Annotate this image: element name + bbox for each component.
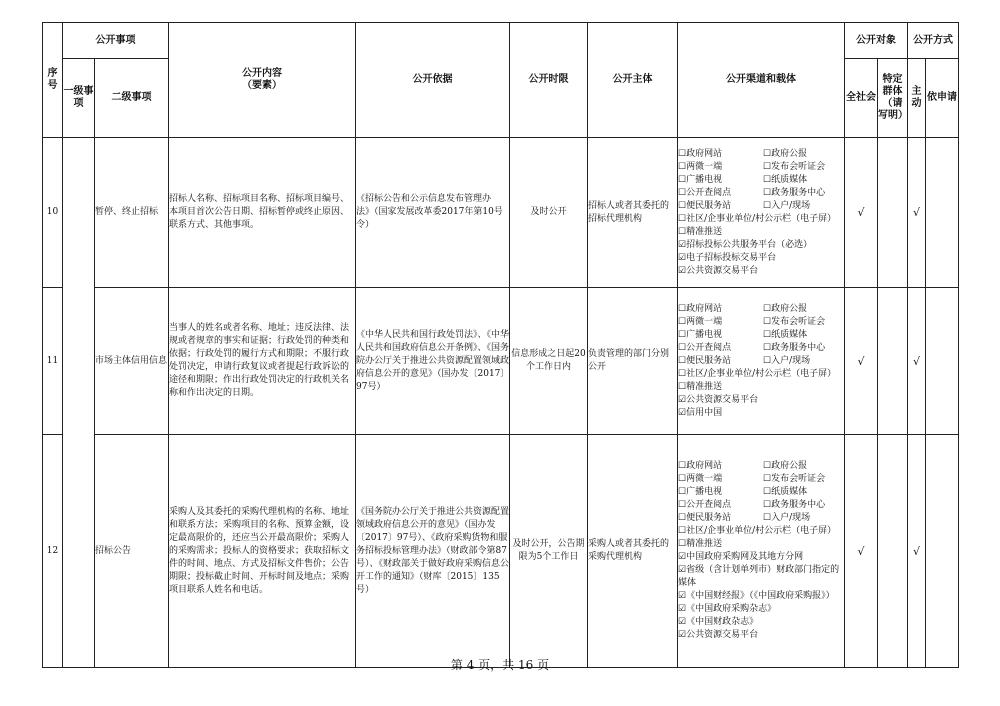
row-on-request	[926, 288, 959, 435]
table-row	[43, 288, 959, 435]
row-time	[510, 138, 588, 288]
channel-option: ☐政府网站	[678, 303, 723, 314]
header-content-title: 公开内容	[242, 68, 282, 79]
row-all-society-text: √	[857, 206, 865, 219]
header-seq: 序号	[43, 23, 63, 138]
row-seq-text: 10	[46, 207, 59, 217]
header-audience: 公开对象	[845, 23, 908, 59]
channel-pair	[678, 174, 844, 187]
row-subject-text: 负责管理的部门分别公开	[588, 349, 670, 372]
channel-option: ☐两微一端	[678, 161, 723, 172]
row-active	[908, 288, 926, 435]
channel-option: ☑公共资源交易平台	[678, 394, 759, 405]
channel-option: ☐政府网站	[678, 461, 723, 471]
header-specific-group: 特定群体（请写明）	[878, 59, 908, 138]
channel-pair	[678, 342, 844, 355]
row-active	[908, 435, 926, 668]
channel-option: ☐发布会听证会	[763, 316, 826, 327]
header-level2: 二级事项	[95, 59, 169, 138]
channel-pair	[678, 316, 844, 329]
page-number: 第 4 页，共 16 页	[450, 658, 550, 672]
row-seq	[43, 288, 63, 435]
channel-option: ☑《中国财政杂志》	[678, 617, 759, 627]
row-time	[510, 288, 588, 435]
row-subject	[588, 435, 678, 668]
header-content-subtitle: （要素）	[242, 80, 282, 91]
channel-pair	[678, 200, 844, 213]
row-content-text: 当事人的姓名或者名称、地址；违反法律、法规或者规章的事实和证据；行政处罚的种类和依据；行政处罚的履行方式和期限；不服行政处罚决定，申请行政复议或者提起行政诉讼的途径和期限；作出行政处罚决定的行政机关名称和作出决定的日期。	[169, 323, 350, 398]
channel-option: ☑公共资源交易平台	[678, 265, 759, 276]
channel-option: ☐便民服务站	[678, 513, 732, 523]
row-on-request	[926, 138, 959, 288]
disclosure-table	[42, 22, 959, 668]
channel-option: ☐广播电视	[678, 174, 723, 185]
channel-option: ☑电子招标投标交易平台	[678, 252, 777, 263]
channel-option: ☑信用中国	[678, 407, 723, 418]
row-seq-text: 12	[46, 545, 59, 556]
channel-option: ☐入户/现场	[763, 513, 811, 523]
channel-pair	[678, 329, 844, 342]
channel-option: ☐精准推送	[678, 381, 723, 392]
header-content	[169, 23, 356, 138]
channel-pair	[678, 303, 844, 316]
channel-pair	[678, 355, 844, 368]
channel-option: ☐广播电视	[678, 487, 723, 497]
row-subject	[588, 288, 678, 435]
row-content-text: 招标人名称、招标项目名称、招标项目编号、本项目首次公告日期、招标暂停或终止原因、联系方式、其他事项。	[169, 194, 350, 230]
header-all-society: 全社会	[845, 59, 878, 138]
row-active-text: √	[912, 206, 920, 219]
channel-pair	[678, 148, 844, 161]
row-level2	[95, 435, 169, 668]
row-level2	[95, 138, 169, 288]
row-channels	[678, 138, 845, 288]
channel-option: ☐社区/企事业单位/村公示栏（电子屏）	[678, 526, 837, 536]
channel-option: ☐广播电视	[678, 329, 723, 340]
row-channels	[678, 435, 845, 668]
header-on-request: 依申请	[926, 59, 959, 138]
row-specific-group	[878, 138, 908, 288]
channel-option: ☐政务服务中心	[763, 500, 826, 510]
channel-option: ☐政务服务中心	[763, 187, 826, 198]
row-channels	[678, 288, 845, 435]
row-basis	[356, 288, 510, 435]
header-method: 公开方式	[908, 23, 959, 59]
channel-option: ☐发布会听证会	[763, 474, 826, 484]
row-time-text: 信息形成之日起20个工作日内	[511, 349, 586, 372]
channel-option: ☐发布会听证会	[763, 161, 826, 172]
row-time-text: 及时公开，公告期限为5个工作日	[512, 539, 585, 562]
channel-option: ☐两微一端	[678, 474, 723, 484]
row-content	[169, 288, 356, 435]
header-matter: 公开事项	[63, 23, 169, 59]
row-all-society	[845, 435, 878, 668]
channel-pair	[678, 460, 844, 473]
row-active-text: √	[912, 544, 920, 558]
channel-option: ☑《中国财经报》（《中国政府采购报》）	[678, 591, 835, 601]
row-specific-group	[878, 288, 908, 435]
table-row	[43, 435, 959, 668]
row-content	[169, 435, 356, 668]
row-level2	[95, 288, 169, 435]
row-subject	[588, 138, 678, 288]
row-time	[510, 435, 588, 668]
row-basis-text: 《国务院办公厅关于推进公共资源配置领域政府信息公开的意见》（国办发〔2017〕97号）、《政府采购货物和服务招标投标管理办法》（财政部令第87号）、《财政部关于做好政府采购信息公开工作的通知》（财库〔2015〕135号）	[356, 506, 510, 595]
channel-pair	[678, 499, 844, 512]
channel-pair	[678, 473, 844, 486]
table-row	[43, 138, 959, 288]
row-active-text: √	[912, 354, 920, 368]
channel-option: ☐公开查阅点	[678, 342, 732, 353]
channel-option: ☐纸质媒体	[763, 487, 808, 497]
row-level2-text: 市场主体信用信息	[95, 355, 168, 366]
channel-option: ☐入户/现场	[763, 200, 811, 211]
channel-option: ☑招标投标公共服务平台（必选）	[678, 239, 813, 250]
row-all-society-text: √	[857, 544, 865, 558]
channel-option: ☐政府网站	[678, 148, 723, 159]
header-channels: 公开渠道和载体	[678, 23, 845, 138]
channel-option: ☑《中国政府采购杂志》	[678, 604, 777, 614]
channel-pair	[678, 187, 844, 200]
channel-option: ☐社区/企事业单位/村公示栏（电子屏）	[678, 213, 837, 224]
row-seq-text: 11	[46, 355, 59, 366]
row-on-request	[926, 435, 959, 668]
channel-option: ☐便民服务站	[678, 355, 732, 366]
row-all-society	[845, 138, 878, 288]
row-subject-text: 招标人或者其委托的招标代理机构	[588, 200, 670, 224]
row-level2-text: 暂停、终止招标	[95, 207, 159, 217]
channel-option: ☑省级（含计划单列市）财政部门指定的媒体	[678, 565, 840, 588]
channel-option: ☐便民服务站	[678, 200, 732, 211]
row-time-text: 及时公开	[530, 207, 567, 217]
channel-option: ☐两微一端	[678, 316, 723, 327]
header-basis: 公开依据	[356, 23, 510, 138]
header-subject: 公开主体	[588, 23, 678, 138]
row-content	[169, 138, 356, 288]
row-seq	[43, 138, 63, 288]
channel-option: ☐精准推送	[678, 226, 723, 237]
channel-option: ☑中国政府采购网及其地方分网	[678, 552, 804, 562]
row-subject-text: 采购人或者其委托的采购代理机构	[588, 539, 670, 562]
row-level1	[63, 138, 95, 668]
row-active	[908, 138, 926, 288]
channel-option: ☐政府公报	[763, 461, 808, 471]
row-basis-text: 《中华人民共和国行政处罚法》、《中华人民共和国政府信息公开条例》、《国务院办公厅关于推进公共资源配置领域政府信息公开的意见》（国办发〔2017〕97号）	[356, 329, 510, 392]
row-content-text: 采购人及其委托的采购代理机构的名称、地址和联系方法；采购项目的名称、预算金额，设定最高限价的，还应当公开最高限价；采购人的采购需求；投标人的资格要求；获取招标文件的时间、地点、方式及招标文件售价；公告期限；投标截止时间、开标时间及地点；采购项目联系人姓名和电话。	[169, 506, 350, 595]
row-all-society	[845, 288, 878, 435]
channel-option: ☑公共资源交易平台	[678, 630, 759, 640]
channel-pair	[678, 161, 844, 174]
channel-option: ☐纸质媒体	[763, 174, 808, 185]
row-basis	[356, 138, 510, 288]
row-basis-text: 《招标公告和公示信息发布管理办法》（国家发展改革委2017年第10号令）	[356, 194, 503, 230]
row-all-society-text: √	[857, 354, 865, 368]
channel-pair	[678, 486, 844, 499]
header-time: 公开时限	[510, 23, 588, 138]
channel-option: ☐公开查阅点	[678, 500, 732, 510]
header-active: 主动	[908, 59, 926, 138]
row-seq	[43, 435, 63, 668]
table-body	[43, 138, 959, 668]
channel-option: ☐政府公报	[763, 148, 808, 159]
header-level1: 一级事项	[63, 59, 95, 138]
channel-option: ☐社区/企事业单位/村公示栏（电子屏）	[678, 368, 837, 379]
channel-pair	[678, 512, 844, 525]
row-specific-group	[878, 435, 908, 668]
channel-option: ☐政务服务中心	[763, 342, 826, 353]
row-basis	[356, 435, 510, 668]
channel-option: ☐入户/现场	[763, 355, 811, 366]
channel-option: ☐政府公报	[763, 303, 808, 314]
channel-option: ☐精准推送	[678, 539, 723, 549]
channel-option: ☐公开查阅点	[678, 187, 732, 198]
row-level2-text: 招标公告	[95, 545, 132, 556]
channel-option: ☐纸质媒体	[763, 329, 808, 340]
